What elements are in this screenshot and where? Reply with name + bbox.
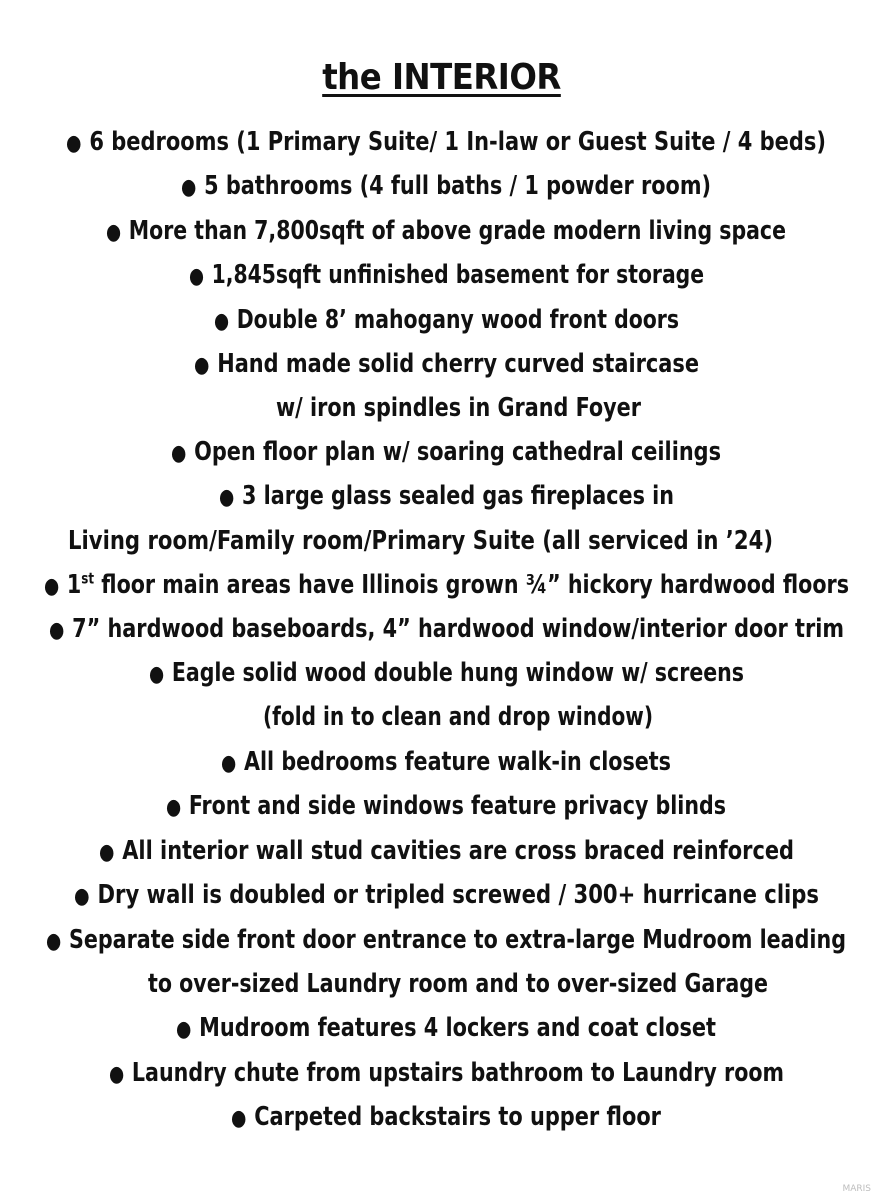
feature-text: Dry wall is doubled or tripled screwed / 300+ hurricane clips (96, 880, 819, 910)
bullet-icon: ● (66, 131, 82, 156)
feature-text: 6 bedrooms (1 Primary Suite/ 1 In-law or Guest Suite / 4 beds) (89, 127, 826, 157)
page-title: the INTERIOR (322, 57, 561, 98)
bullet-icon: ● (98, 840, 114, 865)
feature-line (49, 609, 844, 651)
bullet-icon: ● (221, 751, 237, 776)
bullet-icon: ● (218, 485, 234, 510)
feature-text: (fold in to clean and drop window) (263, 702, 654, 732)
feature-text: Living room/Family room/Primary Suite (all serviced in ’24) (67, 526, 773, 556)
feature-text: Laundry chute from upstairs bathroom to Laundry room (131, 1058, 784, 1088)
bullet-icon: ● (73, 884, 90, 909)
feature-text: Front and side windows feature privacy blinds (188, 791, 726, 821)
feature-text: All interior wall stud cavities are cross braced reinforced (121, 836, 794, 866)
bullet-icon: ● (193, 353, 209, 378)
feature-text: Hand made solid cherry curved staircase (216, 349, 699, 379)
feature-line (219, 476, 674, 518)
feature-text: 1,845sqft unfinished basement for storage (211, 260, 704, 290)
feature-line (231, 1097, 661, 1139)
bullet-icon: ● (171, 441, 187, 466)
feature-line (74, 875, 819, 917)
feature-text: Separate side front door entrance to extra-large Mudroom leading (68, 925, 846, 955)
feature-text: Carpeted backstairs to upper floor (254, 1102, 661, 1132)
feature-line (149, 653, 744, 695)
feature-text: Double 8’ mahogany wood front doors (236, 305, 679, 335)
feature-line (189, 255, 704, 297)
bullet-icon: ● (46, 929, 62, 954)
feature-line (181, 166, 711, 208)
feature-line (276, 388, 641, 428)
feature-line (263, 697, 653, 737)
bullet-icon: ● (148, 662, 164, 687)
feature-line (148, 964, 768, 1004)
feature-line (166, 786, 726, 828)
feature-text: 5 bathrooms (4 full baths / 1 powder room) (204, 171, 712, 201)
feature-text: Open floor plan w/ soaring cathedral ceilings (194, 437, 721, 467)
feature-line (171, 432, 721, 474)
feature-line (109, 1053, 784, 1095)
feature-text: More than 7,800sqft of above grade modern living space (128, 216, 786, 246)
feature-line (221, 742, 671, 784)
feature-text: All bedrooms feature walk-in closets (243, 747, 672, 777)
feature-text: Mudroom features 4 lockers and coat closet (199, 1013, 717, 1043)
bullet-icon: ● (181, 175, 197, 200)
feature-line (194, 344, 699, 386)
bullet-icon: ● (176, 1017, 192, 1042)
feature-line (44, 565, 849, 607)
feature-text: w/ iron spindles in Grand Foyer (275, 393, 641, 423)
feature-text: to over-sized Laundry room and to over-sized Garage (148, 969, 768, 999)
feature-line (106, 211, 786, 253)
bullet-icon: ● (188, 264, 204, 289)
feature-line (46, 920, 846, 962)
feature-line (214, 300, 679, 342)
bullet-icon: ● (231, 1106, 247, 1131)
bullet-icon: ● (166, 795, 182, 820)
bullet-icon: ● (213, 309, 229, 334)
watermark: MARIS (842, 1184, 871, 1194)
feature-line (176, 1008, 716, 1050)
bullet-icon: ● (48, 618, 64, 643)
feature-line (66, 122, 826, 164)
feature-line (99, 831, 794, 873)
feature-text: 7” hardwood baseboards, 4” hardwood window/interior door trim (71, 614, 844, 644)
feature-text: Eagle solid wood double hung window w/ screens (171, 658, 744, 688)
bullet-icon: ● (43, 574, 59, 599)
feature-line (68, 521, 773, 561)
bullet-icon: ● (108, 1062, 124, 1087)
feature-text: 1st floor main areas have Illinois grown ¾” hickory hardwood floors (66, 569, 849, 600)
feature-text: 3 large glass sealed gas fireplaces in (241, 481, 674, 511)
bullet-icon: ● (106, 220, 122, 245)
